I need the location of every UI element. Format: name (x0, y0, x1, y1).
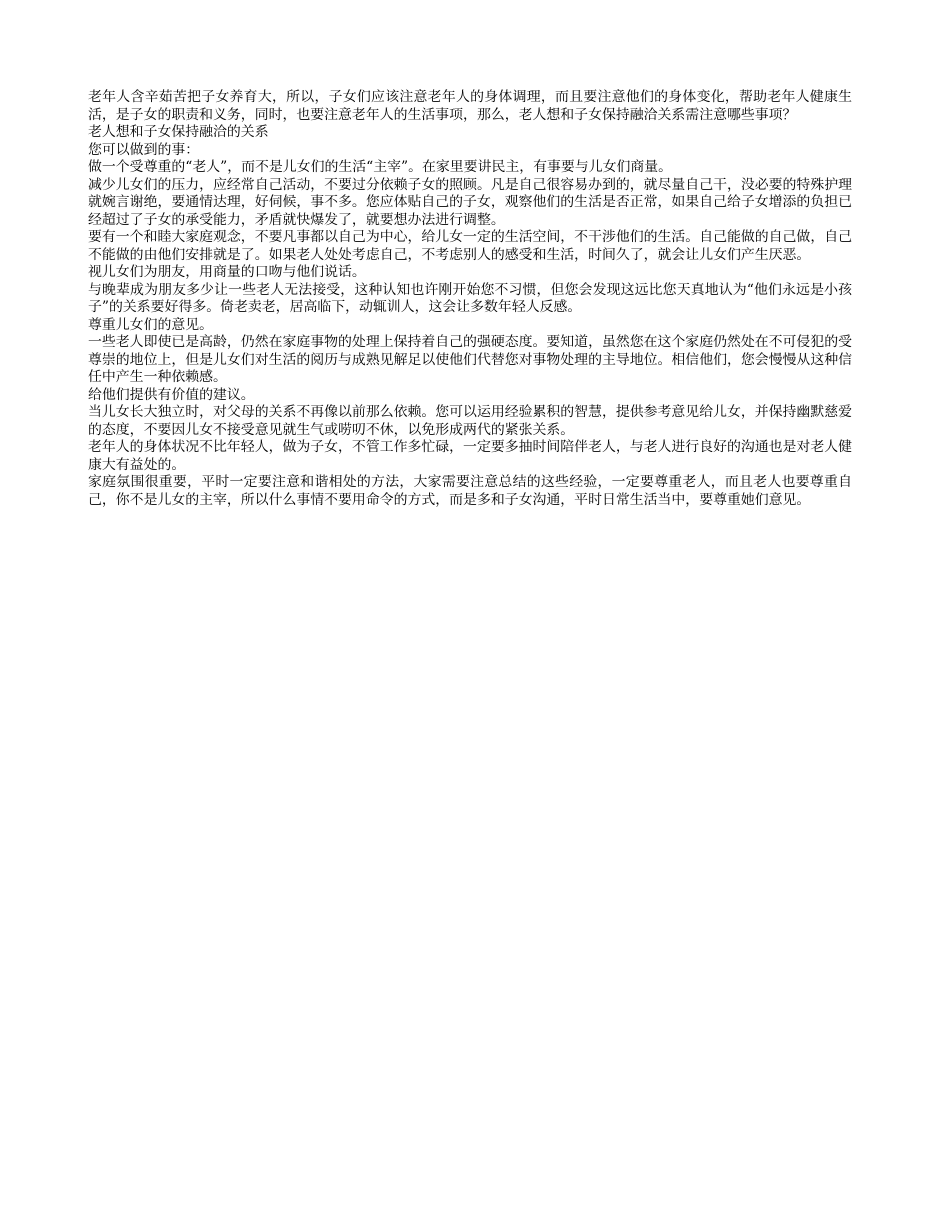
tip-paragraph-advice: 当儿女长大独立时，对父母的关系不再像以前那么依赖。您可以运用经验累积的智慧，提供参考意见给儿女，并保持幽默慈爱的态度，不要因儿女不接受意见就生气或唠叨不休，以免形成两代的紧张关系。 (88, 404, 852, 438)
tip-heading-friends: 视儿女们为朋友，用商量的口吻与他们说话。 (88, 264, 366, 280)
closing-paragraph-family-atmosphere: 家庭氛围很重要，平时一定要注意和谐相处的方法，大家需要注意总结的这些经验，一定要尊重老人，而且老人也要尊重自己，你不是儿女的主宰，所以什么事情不要用命令的方式，而是多和子女沟通，平时日常生活当中，要尊重她们意见。 (88, 474, 852, 508)
section-heading: 老人想和子女保持融洽的关系 (88, 124, 269, 140)
tip-paragraph-reduce-pressure: 减少儿女们的压力，应经常自己活动，不要过分依赖子女的照顾。凡是自己很容易办到的，就尽量自己干，没必要的特殊护理就婉言谢绝，要通情达理，好伺候，事不多。您应体贴自己的子女，观察他们的生活是否正常，如果自己给子女增添的负担已经超过了子女的承受能力，矛盾就快爆发了，就要想办法进行调整。 (88, 176, 852, 228)
tip-heading-advice: 给他们提供有价值的建议。 (88, 386, 255, 403)
intro-paragraph: 老年人含辛茹苦把子女养育大，所以，子女们应该注意老年人的身体调理，而且要注意他们的身体变化，帮助老年人健康生活，是子女的职责和义务，同时，也要注意老年人的生活事项，那么，老人想和子女保持融洽关系需注意哪些事项？ (88, 89, 852, 123)
tip-paragraph-harmonious-family: 要有一个和睦大家庭观念，不要凡事都以自己为中心，给儿女一定的生活空间，不干涉他们的生活。自己能做的自己做，自己不能做的由他们安排就是了。如果老人处处考虑自己，不考虑别人的感受和生活，时间久了，就会让儿女们产生厌恶。 (88, 229, 852, 263)
tip-paragraph-respected-elder: 做一个受尊重的“老人”，而不是儿女们的生活“主宰”。在家里要讲民主，有事要与儿女们商量。 (88, 159, 673, 175)
closing-paragraph-companionship: 老年人的身体状况不比年轻人，做为子女，不管工作多忙碌，一定要多抽时间陪伴老人，与老人进行良好的沟通也是对老人健康大有益处的。 (88, 439, 852, 473)
section-subheading: 您可以做到的事： (88, 141, 200, 158)
tip-paragraph-respect-opinions: 一些老人即使已是高龄，仍然在家庭事物的处理上保持着自己的强硬态度。要知道，虽然您在这个家庭仍然处在不可侵犯的受尊崇的地位上，但是儿女们对生活的阅历与成熟见解足以使他们代替您对事物处理的主导地位。相信他们，您会慢慢从这种信任中产生一种依赖感。 (88, 334, 852, 385)
tip-paragraph-friends: 与晚辈成为朋友多少让一些老人无法接受，这种认知也许刚开始您不习惯，但您会发现这远比您天真地认为“他们永远是小孩子”的关系要好得多。倚老卖老，居高临下，动辄训人，这会让多数年轻人反感。 (88, 281, 852, 315)
tip-heading-respect-opinions: 尊重儿女们的意见。 (88, 316, 214, 333)
document-body (88, 89, 852, 509)
